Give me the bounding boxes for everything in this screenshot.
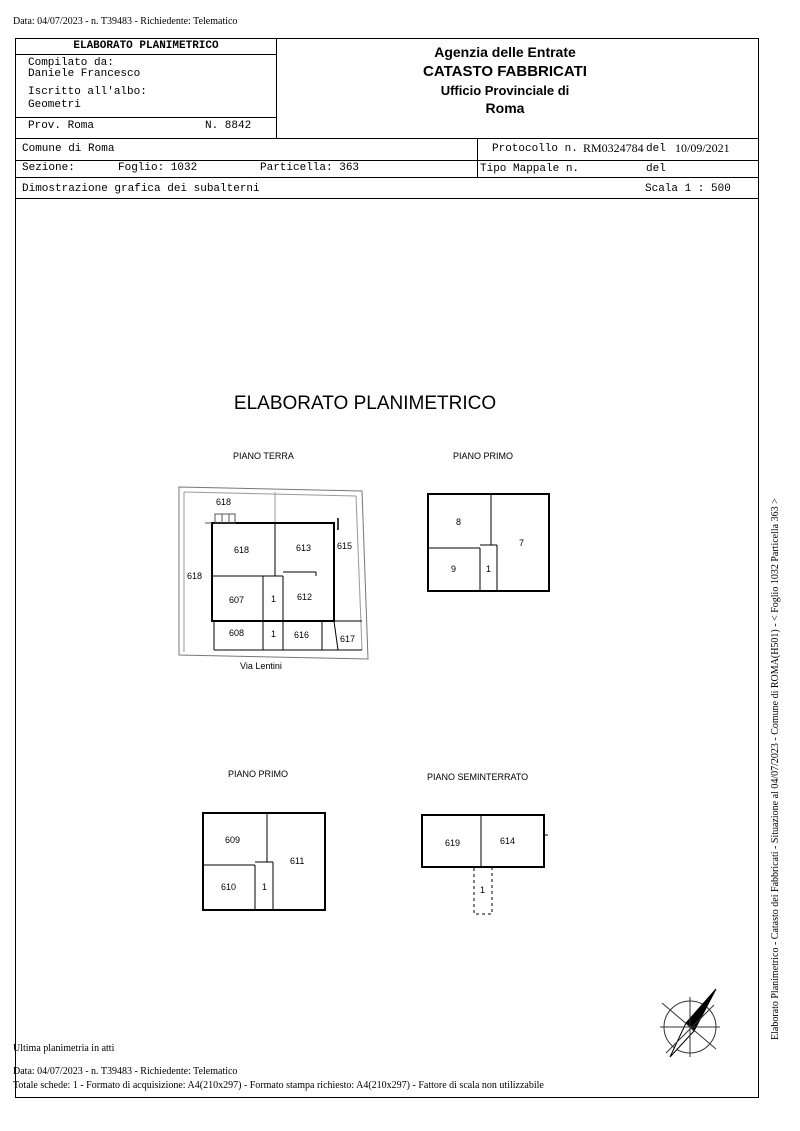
unit-1-ground-b: 1 <box>271 629 277 639</box>
unit-619: 619 <box>445 838 461 848</box>
ultima-planimetria: Ultima planimetria in atti <box>13 1043 115 1054</box>
iscritto-value: Geometri <box>28 99 81 111</box>
protocollo-date: 10/09/2021 <box>675 141 730 155</box>
label-piano-primo-right: PIANO PRIMO <box>453 451 514 461</box>
label-piano-seminterrato: PIANO SEMINTERRATO <box>427 772 529 782</box>
compilato-label: Compilato da: <box>28 57 114 69</box>
albo-number: N. 8842 <box>205 120 252 132</box>
sezione-label: Sezione: <box>22 162 75 174</box>
particella-label: Particella: 363 <box>260 162 360 174</box>
unit-617: 617 <box>340 634 356 644</box>
prov-label: Prov. Roma <box>28 120 95 132</box>
compilato-name: Daniele Francesco <box>28 68 141 80</box>
unit-609: 609 <box>225 835 241 845</box>
vertical-sidebar-text: Elaborato Planimetrico - Catasto dei Fabbricati - Situazione al 04/07/2023 - Comune di ROMA(H501) - < Foglio 1032 Particella 363 > <box>770 498 781 1040</box>
footer-data-line: Data: 04/07/2023 - n. T39483 - Richiedente: Telematico <box>13 1066 238 1077</box>
unit-1-seminterrato: 1 <box>480 885 486 895</box>
comune-label: Comune di Roma <box>22 143 115 155</box>
catasto-title: CATASTO FABBRICATI <box>423 63 587 80</box>
footer-totale-line: Totale schede: 1 - Formato di acquisizione: A4(210x297) - Formato stampa richiesto: A4(210x297) - Fattore di scala non utilizzabile <box>13 1080 544 1091</box>
protocollo-value: RM0324784 <box>583 141 644 155</box>
tipo-mappale-label: Tipo Mappale n. <box>480 163 580 175</box>
compass-rose <box>660 989 720 1057</box>
dimostrazione-label: Dimostrazione grafica dei subalterni <box>22 183 260 195</box>
ufficio-label: Ufficio Provinciale di <box>440 83 570 98</box>
unit-618-top: 618 <box>216 497 232 507</box>
piano-primo-right-plan <box>428 494 549 591</box>
unit-8: 8 <box>456 517 462 527</box>
piano-seminterrato-plan <box>422 815 548 914</box>
foglio-label: Foglio: 1032 <box>118 162 198 174</box>
unit-7: 7 <box>519 538 525 548</box>
unit-616: 616 <box>294 630 310 640</box>
protocollo-label: Protocollo n. <box>492 143 578 155</box>
unit-615: 615 <box>337 541 353 551</box>
unit-614: 614 <box>500 836 516 846</box>
piano-primo-left-plan <box>203 813 325 910</box>
unit-611: 611 <box>290 856 305 866</box>
top-request-line: Data: 04/07/2023 - n. T39483 - Richiedente: Telematico <box>13 16 238 27</box>
del-label-1: del <box>646 143 666 155</box>
label-piano-primo-left: PIANO PRIMO <box>228 769 289 779</box>
header-title: ELABORATO PLANIMETRICO <box>73 40 219 52</box>
stair-hatch <box>215 514 235 523</box>
unit-618-left: 618 <box>187 571 203 581</box>
unit-613: 613 <box>296 543 312 553</box>
agency-name: Agenzia delle Entrate <box>434 44 576 60</box>
unit-607: 607 <box>229 595 245 605</box>
iscritto-label: Iscritto all'albo: <box>28 86 147 98</box>
unit-1-ground-a: 1 <box>271 594 277 604</box>
unit-608: 608 <box>229 628 245 638</box>
del-label-2: del <box>646 163 666 175</box>
unit-610: 610 <box>221 882 237 892</box>
street-label: Via Lentini <box>240 661 282 671</box>
unit-612: 612 <box>297 592 313 602</box>
unit-618-mid: 618 <box>234 545 250 555</box>
label-piano-terra: PIANO TERRA <box>233 451 294 461</box>
drawing-main-title: ELABORATO PLANIMETRICO <box>233 393 497 414</box>
unit-1-primo-right: 1 <box>486 564 492 574</box>
city-label: Roma <box>485 100 525 116</box>
unit-9: 9 <box>451 564 457 574</box>
unit-1-primo-left: 1 <box>262 882 268 892</box>
scala-label: Scala 1 : 500 <box>645 183 731 195</box>
